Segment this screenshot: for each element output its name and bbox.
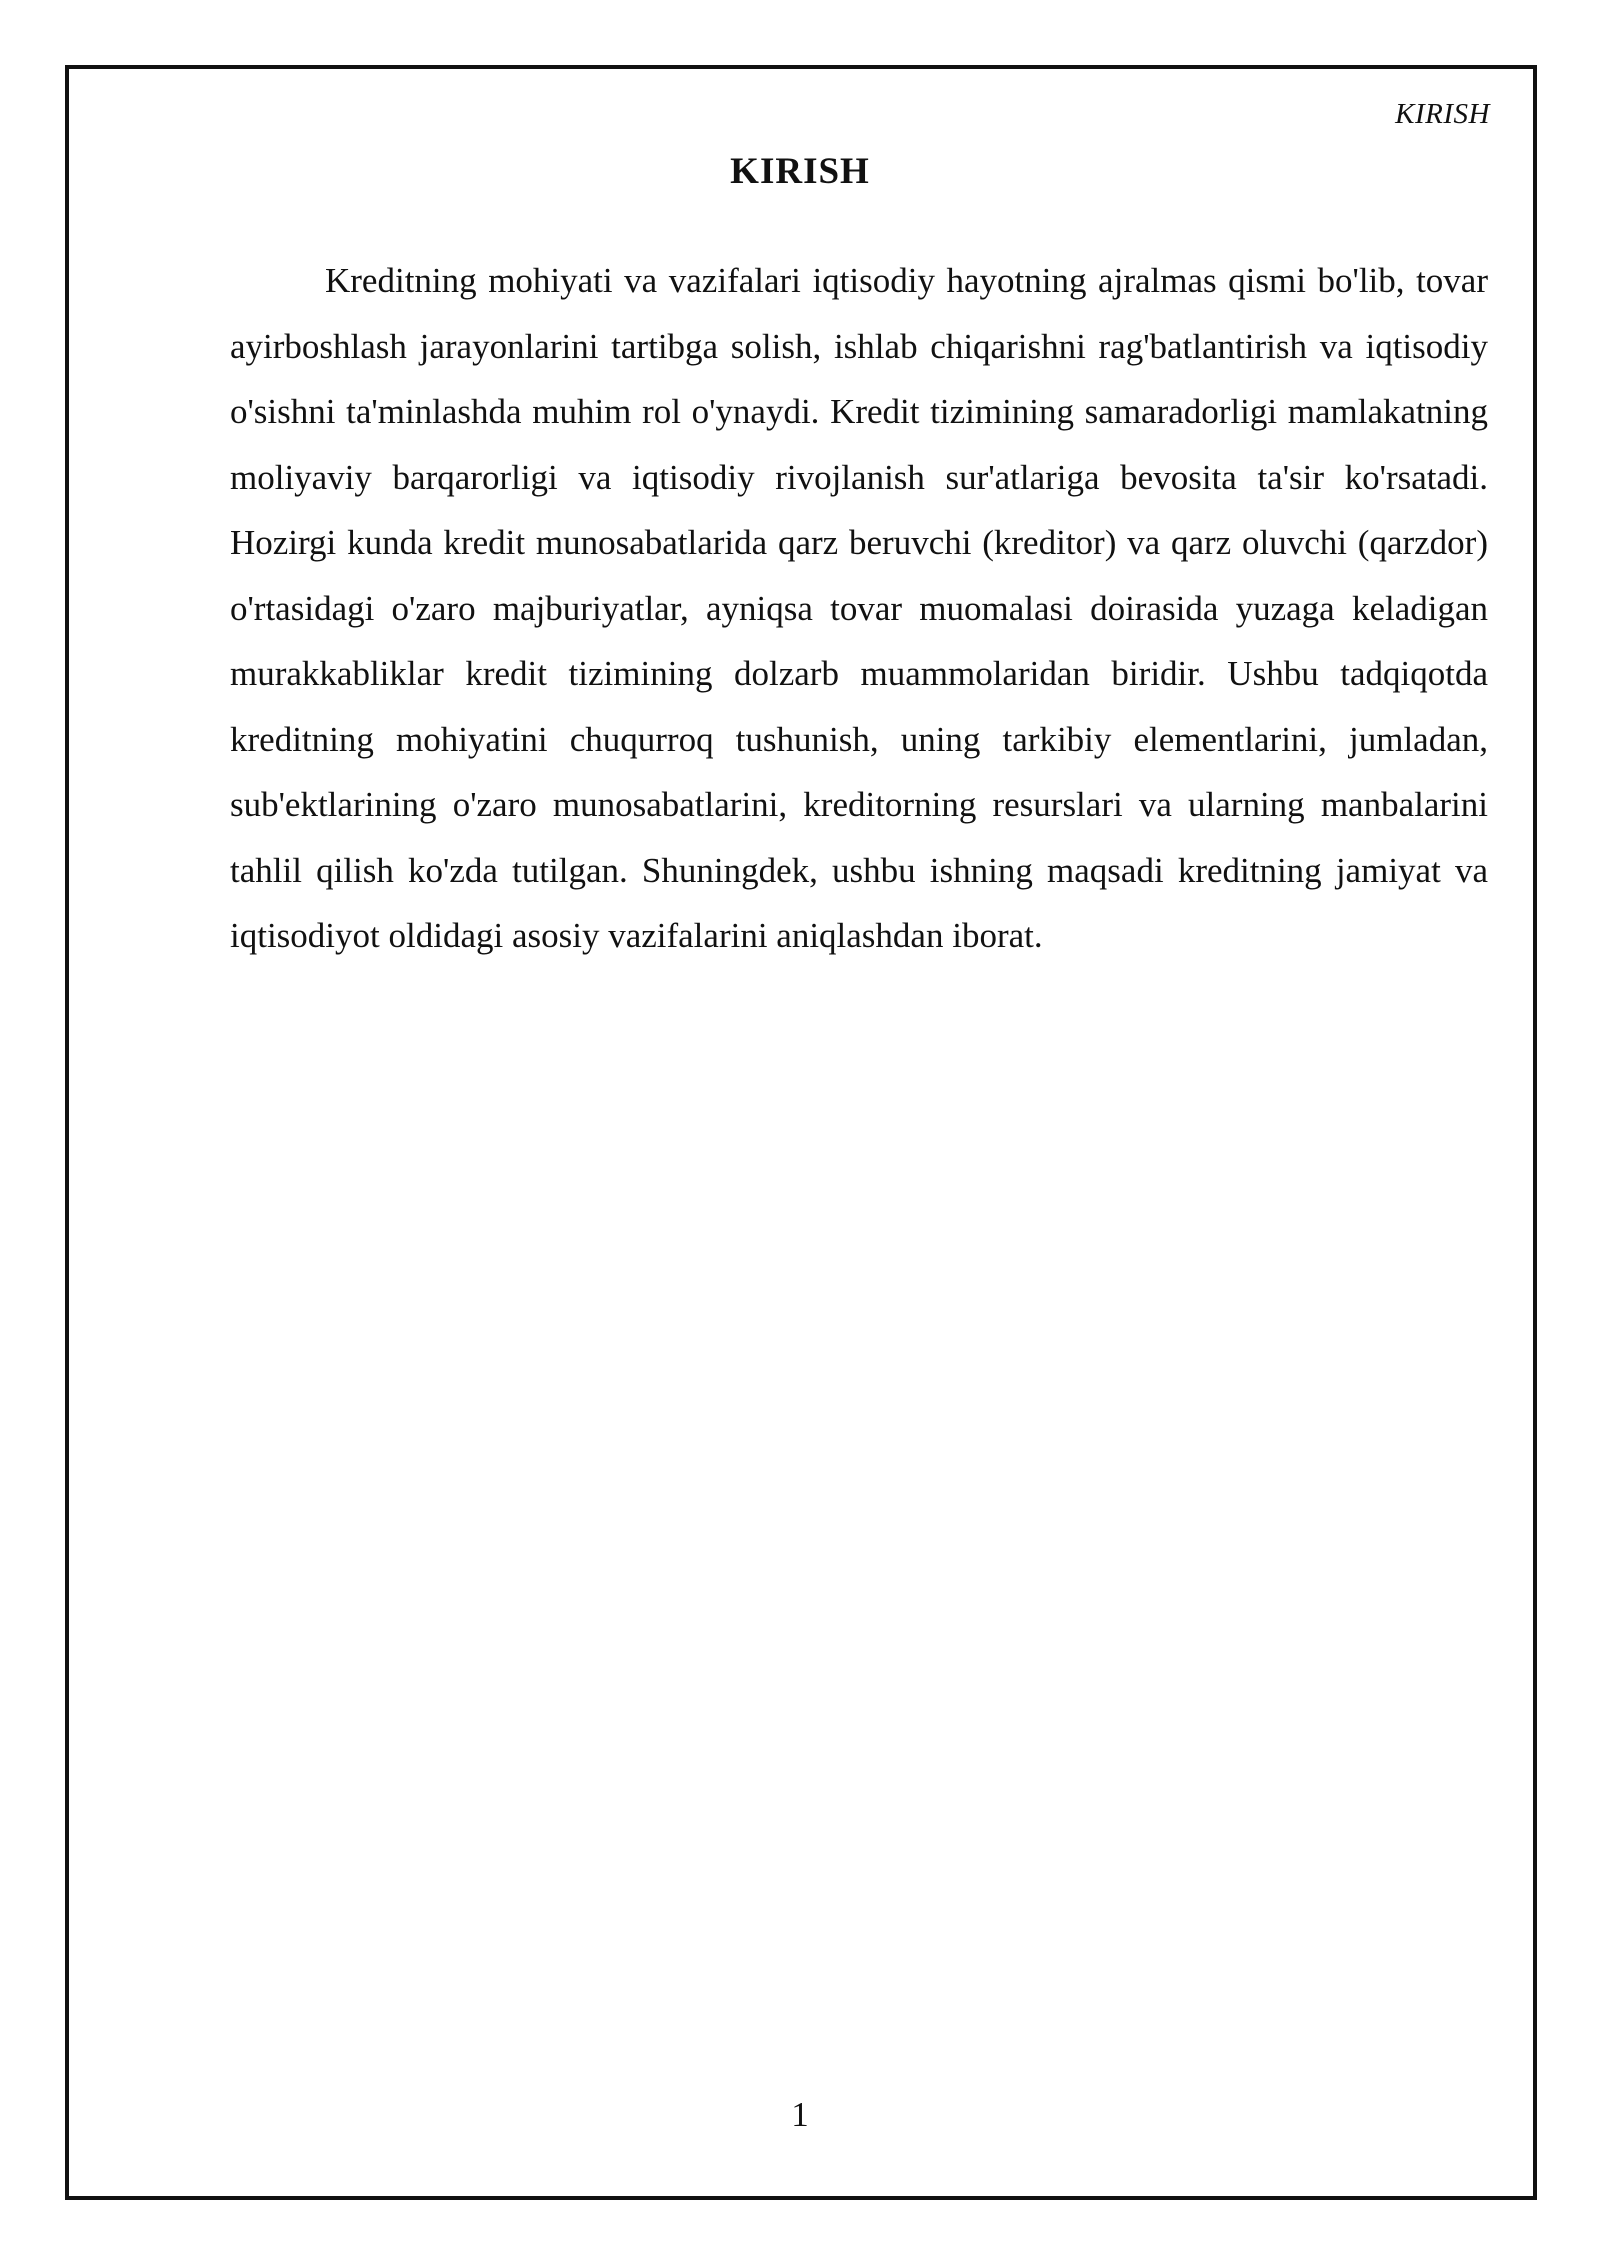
running-header: KIRISH bbox=[1395, 98, 1490, 130]
page-number: 1 bbox=[791, 2095, 809, 2134]
body-paragraph: Kreditning mohiyati va vazifalari iqtisodiy hayotning ajralmas qismi bo'lib, tovar ayirboshlash jarayonlarini tartibga solish, ishlab chiqarishni rag'batlantirish va iqtisodiy o'sishni ta'minlashda muhim rol o'ynaydi. Kredit tizimining samaradorligi mamlakatning moliyaviy barqarorligi va iqtisodiy rivojlanish sur'atlariga bevosita ta'sir ko'rsatadi. Hozirgi kunda kredit munosabatlarida qarz beruvchi (kreditor) va qarz oluvchi (qarzdor) o'rtasidagi o'zaro majburiyatlar, ayniqsa tovar muomalasi doirasida yuzaga keladigan murakkabliklar kredit tizimining dolzarb muammolaridan biridir. Ushbu tadqiqotda kreditning mohiyatini chuqurroq tushunish, uning tarkibiy elementlarini, jumladan, sub'ektlarining o'zaro munosabatlarini, kreditorning resurslari va ularning manbalarini tahlil qilish ko'zda tutilgan. Shuningdek, ushbu ishning maqsadi kreditning jamiyat va iqtisodiyot oldidagi asosiy vazifalarini aniqlashdan iborat. bbox=[230, 261, 1488, 955]
section-title: KIRISH bbox=[730, 151, 870, 192]
